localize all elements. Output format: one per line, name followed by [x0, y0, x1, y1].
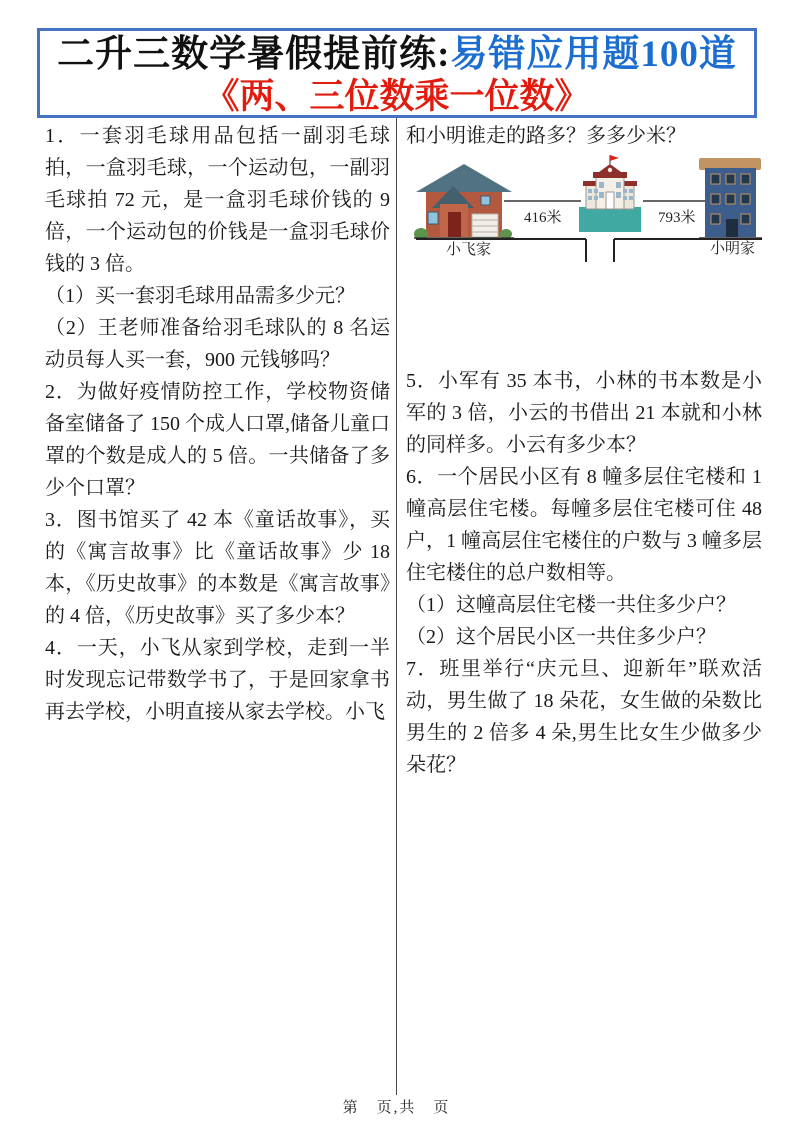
problem-1-question-2: （2）王老师准备给羽毛球队的 8 名运动员每人买一套，900 元钱够吗？ [45, 317, 390, 371]
apartment-building-icon [699, 158, 762, 238]
title-part-blue: 易错应用题100道 [450, 34, 737, 75]
houses-diagram [406, 154, 762, 267]
left-house-label: 小飞家 [446, 242, 492, 258]
distance-793-label: 793米 [658, 210, 696, 226]
house-icon [414, 164, 514, 240]
distance-illustration [406, 154, 762, 267]
distance-416-label: 416米 [524, 210, 562, 226]
problem-3-text: 3．图书馆买了 42 本《童话故事》，买的《寓言故事》比《童话故事》少 18 本，《历史故事》的本数是《寓言故事》的 4 倍，《历史故事》买了多少本？ [45, 509, 390, 627]
problem-4-continuation: 和小明谁走的路多？多多少米？ [406, 125, 686, 147]
title-line-2: 《两、三位数乘一位数》 [204, 77, 590, 116]
problem-6-question-1: （1）这幢高层住宅楼一共住多少户？ [406, 594, 736, 616]
right-house-label: 小明家 [710, 241, 756, 257]
column-divider [396, 118, 397, 1095]
right-column [406, 120, 762, 781]
title-part-black: 二升三数学暑假提前练: [57, 34, 451, 75]
problem-1-question-1: （1）买一套羽毛球用品需多少元？ [45, 285, 355, 307]
problem-6-text: 6．一个居民小区有 8 幢多层住宅楼和 1 幢高层住宅楼。每幢多层住宅楼可住 48 户，1 幢高层住宅楼住的户数与 3 幢多层住宅楼住的总户数相等。 [406, 466, 762, 584]
title-line-1 [40, 33, 754, 77]
problem-5-text: 5．小军有 35 本书，小林的书本数是小军的 3 倍，小云的书借出 21 本就和小林的同样多。小云有多少本？ [406, 370, 762, 456]
page-footer: 第 页,共 页 [342, 1100, 451, 1116]
problem-4-text: 4．一天，小飞从家到学校，走到一半时发现忘记带数学书了，于是回家拿书再去学校，小明直接从家去学校。小飞 [45, 637, 390, 723]
school-icon [579, 155, 641, 232]
problem-7-text: 7．班里举行“庆元旦、迎新年”联欢活动，男生做了 18 朵花，女生做的朵数比男生的 2 倍多 4 朵,男生比女生少做多少朵花？ [406, 658, 762, 776]
title-box [37, 28, 757, 118]
problem-2-text: 2．为做好疫情防控工作，学校物资储备室储备了 150 个成人口罩,储备儿童口罩的个数是成人的 5 倍。一共储备了多少个口罩？ [45, 381, 390, 499]
problem-1-text: 1．一套羽毛球用品包括一副羽毛球拍，一盒羽毛球，一个运动包，一副羽毛球拍 72 元，是一盒羽毛球价钱的 9 倍，一个运动包的价钱是一盒羽毛球价钱的 3 倍。 [45, 125, 390, 275]
left-column [45, 120, 390, 728]
problem-6-question-2: （2）这个居民小区一共住多少户？ [406, 626, 716, 648]
